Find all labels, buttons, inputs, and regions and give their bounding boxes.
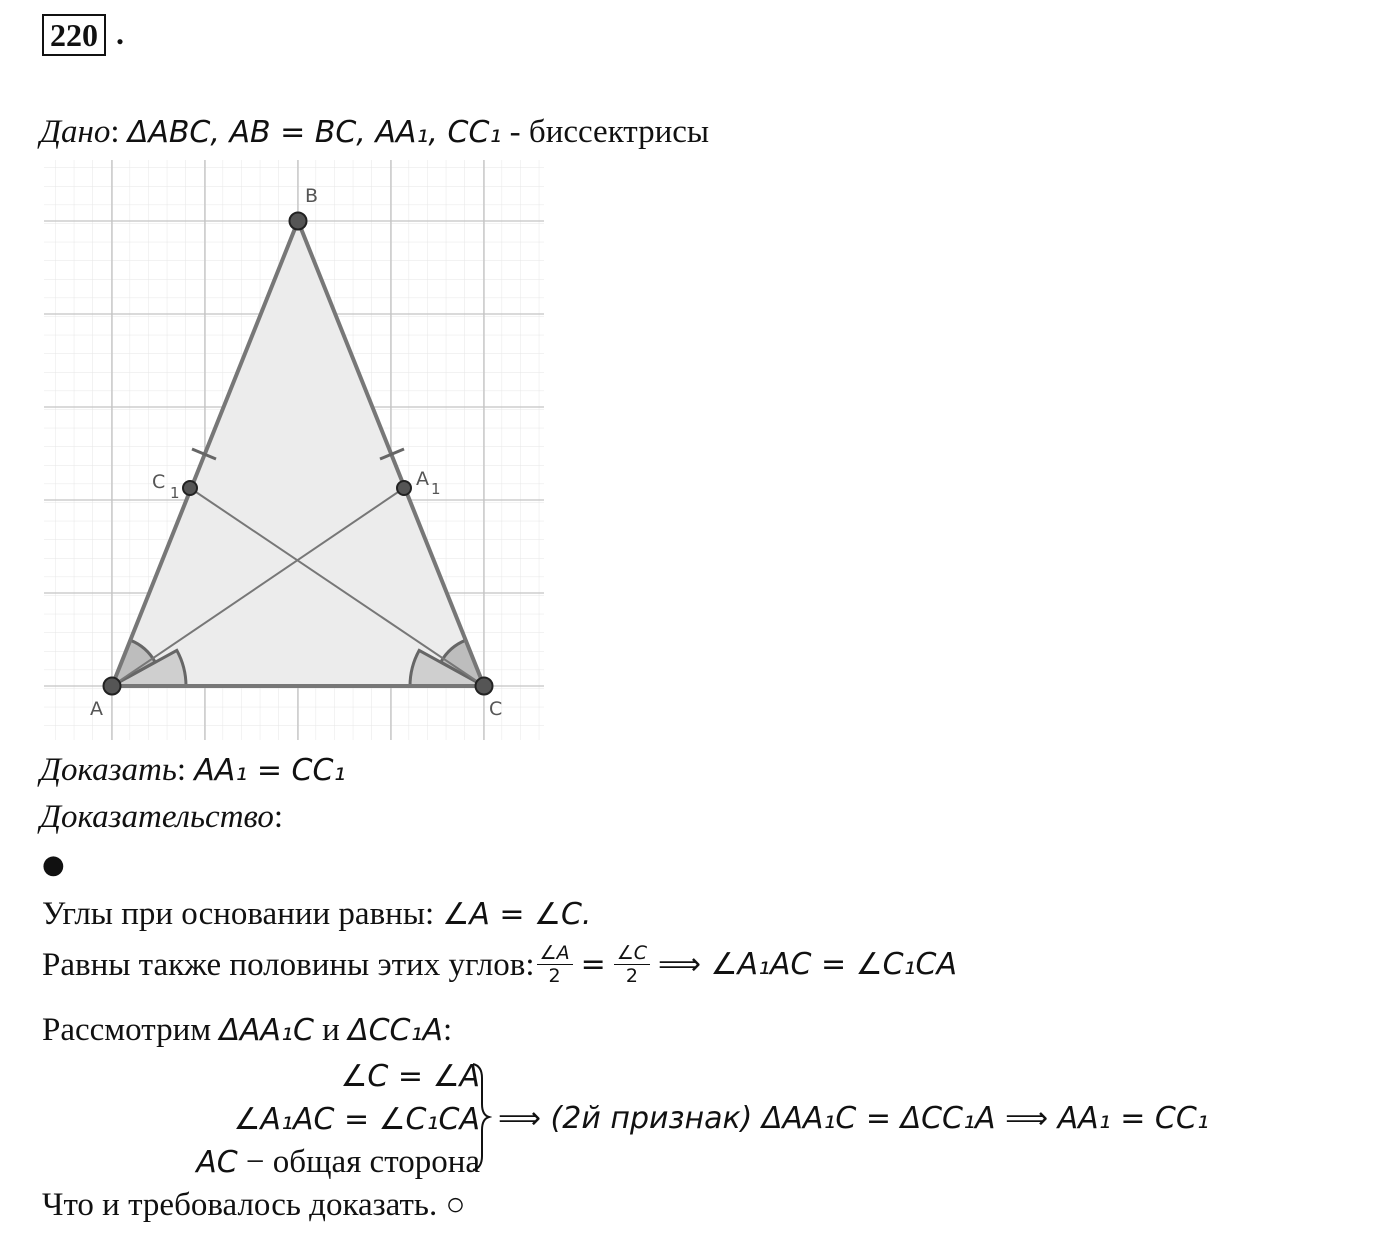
given-line: Дано: ΔABC, AB = BC, AA₁, CC₁ - биссектрисы [40, 114, 710, 150]
point-b [290, 213, 307, 230]
prove-line: Доказать: AA₁ = CC₁ [40, 752, 346, 788]
conditions-system [140, 1055, 480, 1184]
fraction-half-c [614, 942, 650, 987]
condition-half-angles-equal: ∠A₁AC = ∠C₁CA [233, 1102, 480, 1137]
fraction-half-a-num: ∠A [537, 942, 573, 965]
label-b: B [305, 185, 319, 207]
point-c [476, 678, 493, 695]
proof-line-3-text: Рассмотрим [42, 1012, 220, 1048]
proof-line-3-and: и [313, 1012, 349, 1048]
proof-line-2-text: Равны также половины этих углов: [42, 946, 535, 983]
proof-line-1-text: Углы при основании равны: [42, 896, 443, 932]
point-a1 [397, 481, 411, 495]
fraction-half-c-den: 2 [625, 965, 638, 987]
condition-angles-equal: ∠C = ∠A [340, 1059, 480, 1094]
implication-line [498, 1098, 1209, 1139]
condition-common-side-text: − общая сторона [237, 1144, 480, 1180]
point-a [104, 678, 121, 695]
right-brace [470, 1062, 492, 1172]
fraction-half-a [537, 942, 573, 987]
proof-line-2 [42, 942, 957, 987]
point-c1 [183, 481, 197, 495]
label-a1-sub: 1 [431, 480, 441, 498]
proof-line-3 [42, 1010, 452, 1051]
proof-line-1-math: ∠A = ∠C. [442, 897, 592, 932]
conclusion: Что и требовалось доказать. ○ [42, 1187, 466, 1223]
fraction-half-a-den: 2 [548, 965, 561, 987]
label-c1-sub: 1 [170, 484, 180, 502]
given-math: ΔABC, AB = BC, AA₁, CC₁ [127, 115, 502, 150]
implication-math: ⟹ (2й признак) ΔAA₁C = ΔCC₁A ⟹ AA₁ = CC₁ [498, 1101, 1209, 1136]
proof-line-1 [42, 894, 591, 935]
proof-line-2-math: ⟹ ∠A₁AC = ∠C₁CA [658, 946, 958, 982]
label-a1: A [416, 468, 429, 490]
prove-label: Доказать [40, 752, 177, 788]
fraction-equals: = [580, 946, 606, 982]
label-c: C [489, 698, 503, 720]
triangle-aa1c: ΔAA₁C [219, 1013, 314, 1048]
proof-bullet: ● [42, 850, 65, 880]
proof-label: Доказательство [40, 799, 274, 835]
problem-number-dot: . [116, 15, 124, 51]
condition-common-side: AC [196, 1145, 238, 1180]
fraction-half-c-num: ∠C [614, 942, 650, 965]
triangle-figure [44, 160, 544, 740]
given-label: Дано [40, 114, 111, 150]
triangle-cc1a: ΔCC₁A [348, 1013, 444, 1048]
prove-math: AA₁ = CC₁ [194, 753, 346, 788]
given-tail: - биссектрисы [501, 114, 710, 150]
proof-heading: Доказательство: [40, 799, 284, 835]
label-c1: C [152, 471, 166, 493]
problem-number: 220 [42, 14, 106, 56]
label-a: A [90, 698, 103, 720]
proof-line-3-colon: : [443, 1012, 453, 1048]
